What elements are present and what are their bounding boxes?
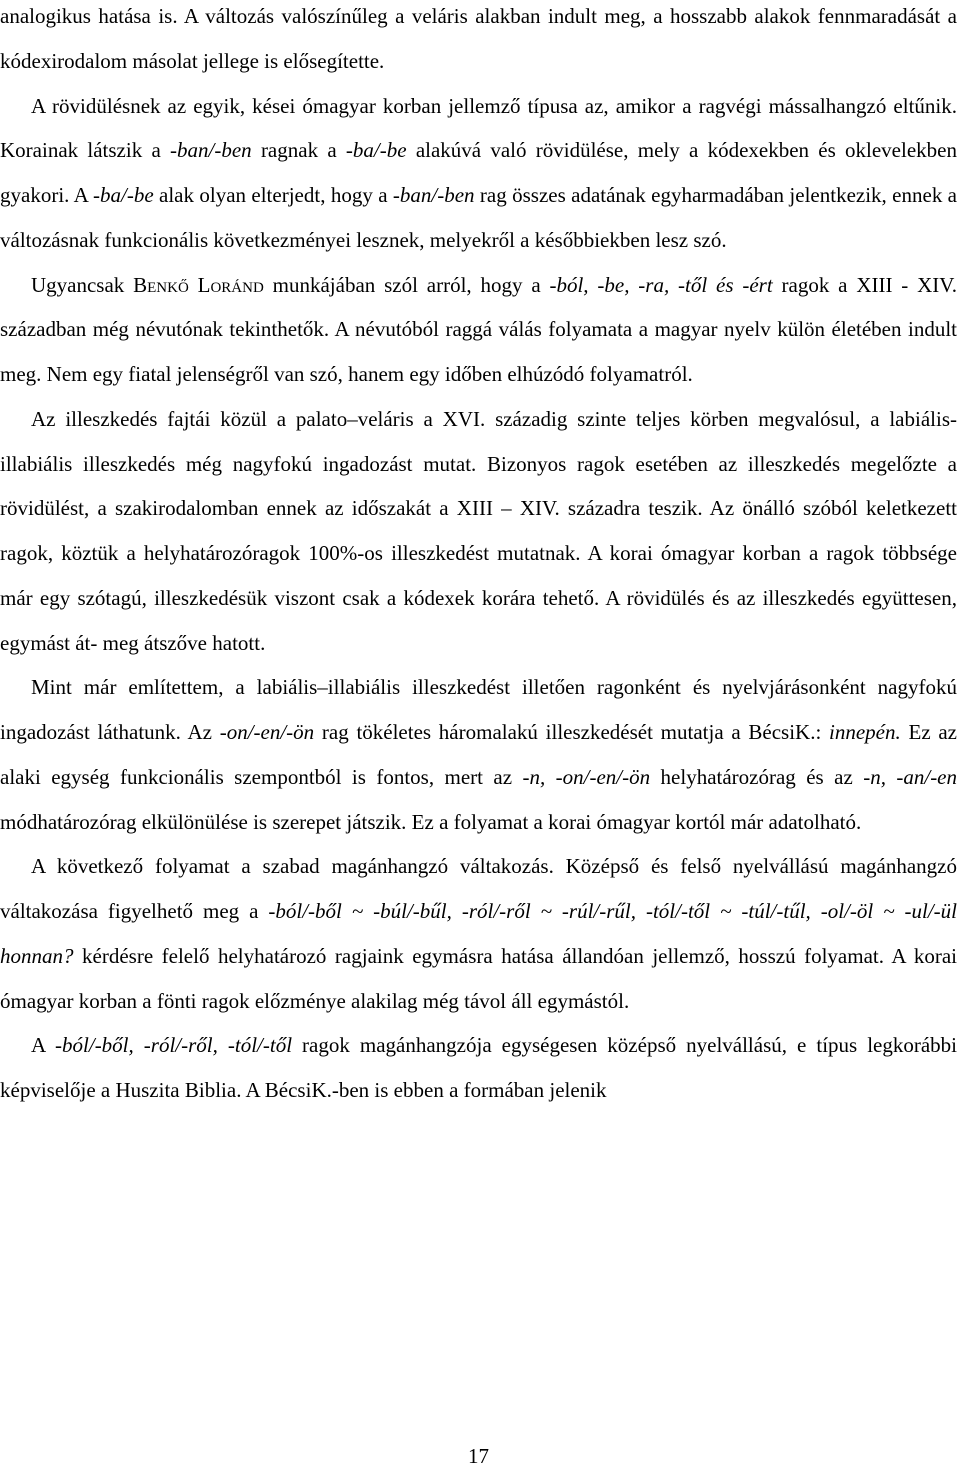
paragraph (0, 1023, 957, 1113)
paragraph (0, 0, 957, 84)
text-run: Mint már említettem, a labiális–illabiális illeszkedést illetően ragonként és nyelvjárásonként nagyfokú ingadozást láthatunk. Az (0, 675, 957, 744)
page-number: 17 (468, 1444, 489, 1468)
italic-term: -ban/-ben (392, 183, 475, 207)
author-name: Benkő Loránd (133, 272, 264, 297)
paragraph (0, 844, 957, 1023)
italic-term: -ban/-ben (170, 138, 252, 163)
text-run: helyhatározórag és az (650, 764, 864, 789)
text-run: ragok a XIII - XIV. században még névutónak tekinthetők. A névutóból raggá válás folyamata a magyar nyelv külön életében indult meg. Nem egy fiatal jelenségről van szó, hanem egy időben elhúzódó folyamatról. (0, 272, 957, 386)
text-run: rag tökéletes háromalakú illeszkedését mutatja a BécsiK.: (314, 720, 830, 744)
text-run: A következő folyamat a szabad magánhangzó váltakozás. Középső és felső nyelvállású magánhangzó váltakozása figyelhető meg a (0, 854, 957, 923)
paragraph (0, 263, 957, 397)
paragraph (0, 84, 957, 263)
italic-term: -n, -an/-en (863, 764, 958, 789)
italic-term: -ból/-ből, -ról/-ről, -tól/-től (55, 1033, 293, 1058)
italic-term: -ba/-be (93, 183, 154, 207)
paragraph (0, 397, 957, 666)
text-run: Az illeszkedés fajtái közül a palato–veláris a XVI. századig szinte teljes körben megvalósul, a labiális-illabiális illeszkedés még nagyfokú ingadozást mutat. Bizonyos ragok esetében az illeszkedés megelőzte a rövidülést, a szakirodalomban ennek az időszakát a XIII – XIV. századra teszik. Az önálló szóból keletkezett ragok, köztük a helyhatározóragok 100%-os illeszkedést mutatnak. A korai ómagyar korban a ragok többsége már egy szótagú, illeszkedésük viszont csak a kódexek korára tehető. A rövidülés és az illeszkedés együttesen, egymást át- meg átszőve hatott. (0, 406, 957, 655)
italic-term: -ba/-be (345, 138, 407, 163)
italic-term: innepén. (829, 720, 901, 744)
italic-term: -n, -on/-en/-ön (522, 764, 651, 789)
text-run: munkájában szól arról, hogy a (263, 272, 550, 297)
text-run: A rövidülésnek az egyik, kései ómagyar korban jellemző típusa az, amikor a ragvégi mássalhangzó eltűnik. Korainak látszik a (0, 93, 957, 163)
text-run: Ez az alaki egység funkcionális szempontból is fontos, mert az (0, 720, 957, 789)
text-run: analogikus hatása is. A változás valószínűleg a veláris alakban indult meg, a hosszabb alakok fennmaradását a kódexirodalom másolat jellege is elősegítette. (0, 4, 957, 73)
text-run: módhatározórag elkülönülése is szerepet játszik. Ez a folyamat a korai ómagyar kortól már adatolható. (0, 809, 862, 834)
italic-term: -on/-en/-ön (219, 720, 315, 744)
paragraph (0, 665, 957, 844)
italic-term: -ból, -be, -ra, -től és -ért (549, 272, 773, 297)
text-run: ragok magánhangzója egységesen középső nyelvállású, e típus legkorábbi képviselője a Huszita Biblia. A BécsiK.-ben is ebben a formában jelenik (0, 1033, 958, 1102)
text-run: Ugyancsak (31, 272, 134, 297)
italic-term: -ból/-ből ~ -búl/-bűl, -ról/-ről ~ -rúl/-rűl, -tól/-től ~ -túl/-tűl, -ol/-öl ~ -ul/-ül honnan? (0, 899, 957, 968)
text-run: alak olyan elterjedt, hogy a (153, 183, 393, 207)
text-run: ragnak a (251, 138, 346, 163)
text-run: A (31, 1033, 56, 1058)
text-run: rag összes adatának egyharmadában jelentkezik, ennek a változásnak funkcionális következményei lesznek, melyekről a későbbiekben lesz szó. (0, 183, 958, 252)
text-run: alakúvá való rövidülése, mely a kódexekben és oklevelekben gyakori. A (0, 138, 957, 207)
text-run: kérdésre felelő helyhatározó ragjaink egymásra hatása állandóan jellemző, hosszú folyamat. A korai ómagyar korban a fönti ragok előzménye alakilag még távol áll egymástól. (0, 943, 957, 1013)
